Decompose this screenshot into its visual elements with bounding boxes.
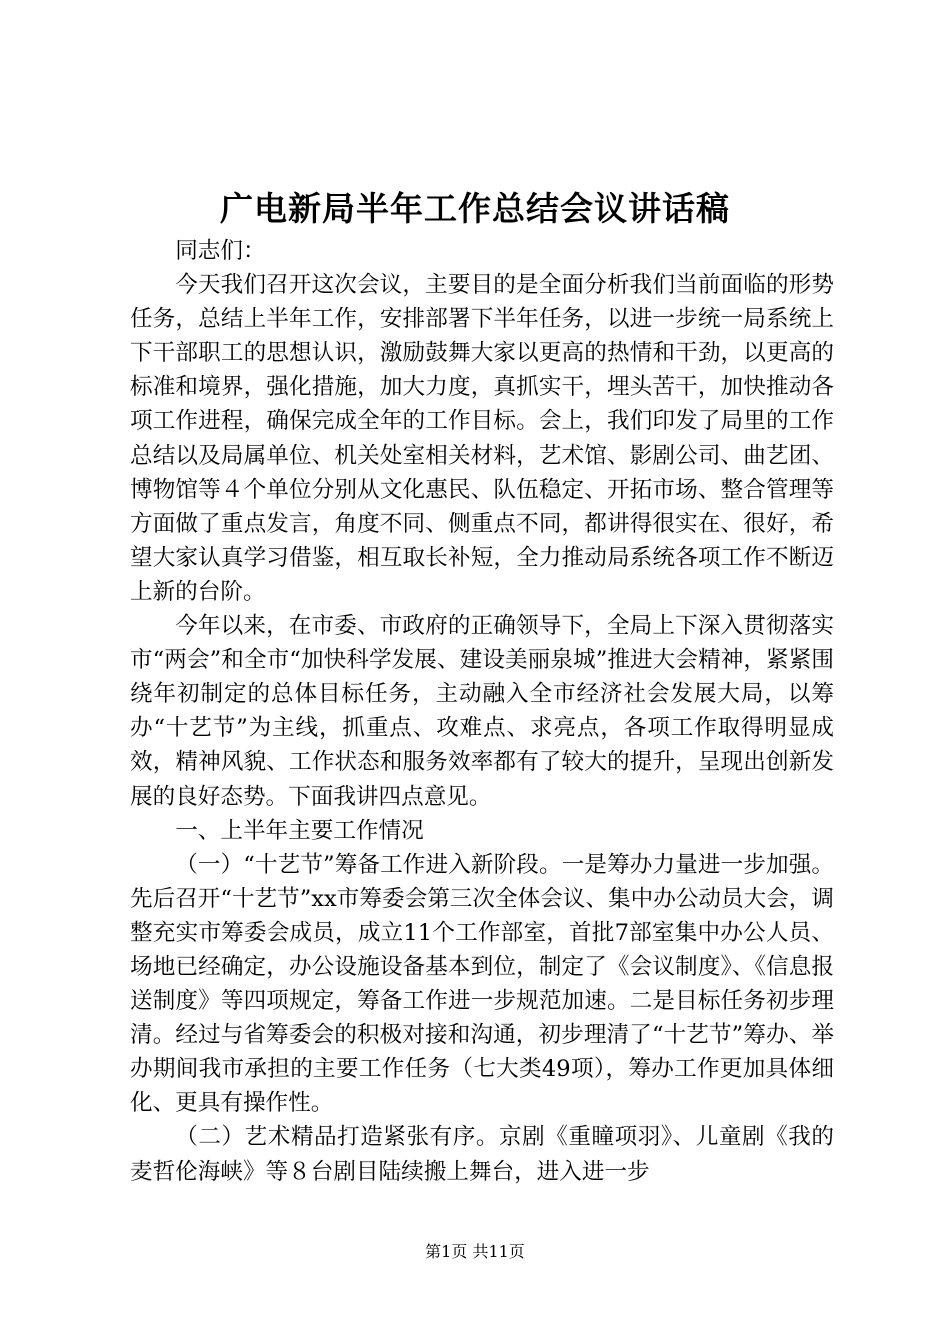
- body-paragraph: 今天我们召开这次会议，主要目的是全面分析我们当前面临的形势任务，总结上半年工作，安排部署下半年任务，以进一步统一局系统上下干部职工的思想认识，激励鼓舞大家以更高的热情和干劲，以更高的标准和境界，强化措施，加大力度，真抓实干，埋头苦干，加快推动各项工作进程，确保完成全年的工作目标。会上，我们印发了局里的工作总结以及局属单位、机关处室相关材料，艺术馆、影剧公司、曲艺团、博物馆等４个单位分别从文化惠民、队伍稳定、开拓市场、整合管理等方面做了重点发言，角度不同、侧重点不同，都讲得很实在、很好，希望大家认真学习借鉴，相互取长补短，全力推动局系统各项工作不断迈上新的台阶。: [130, 272, 834, 605]
- salutation-paragraph: 同志们：: [175, 238, 266, 264]
- section-heading: 一、上半年主要工作情况: [175, 817, 424, 844]
- body-paragraph: （二）艺术精品打造紧张有序。京剧《重瞳项羽》、儿童剧《我的麦哲伦海峡》等８台剧目陆续搬上舞台，进入进一步: [130, 1124, 834, 1185]
- body-paragraph: 今年以来，在市委、市政府的正确领导下，全局上下深入贯彻落实市“两会”和全市“加快科学发展、建设美丽泉城”推进大会精神，紧紧围绕年初制定的总体目标任务，主动融入全市经济社会发展大局，以筹办“十艺节”为主线，抓重点、攻难点、求亮点，各项工作取得明显成效，精神风貌、工作状态和服务效率都有了较大的提升，呈现出创新发展的良好态势。下面我讲四点意见。: [130, 613, 834, 810]
- page-footer: 第1页 共11页: [425, 1242, 525, 1261]
- document-title: 广电新局半年工作总结会议讲话稿: [220, 189, 730, 228]
- document-body: [130, 234, 834, 1189]
- body-paragraph: （一）“十艺节”筹备工作进入新阶段。一是筹办力量进一步加强。先后召开“十艺节”xx市筹委会第三次全体会议、集中办公动员大会，调整充实市筹委会成员，成立11个工作部室，首批7部室集中办公人员、场地已经确定，办公设施设备基本到位，制定了《会议制度》、《信息报送制度》等四项规定，筹备工作进一步规范加速。二是目标任务初步理清。经过与省筹委会的积极对接和沟通，初步理清了“十艺节”筹办、举办期间我市承担的主要工作任务（七大类49项），筹办工作更加具体细化、更具有操作性。: [130, 851, 834, 1117]
